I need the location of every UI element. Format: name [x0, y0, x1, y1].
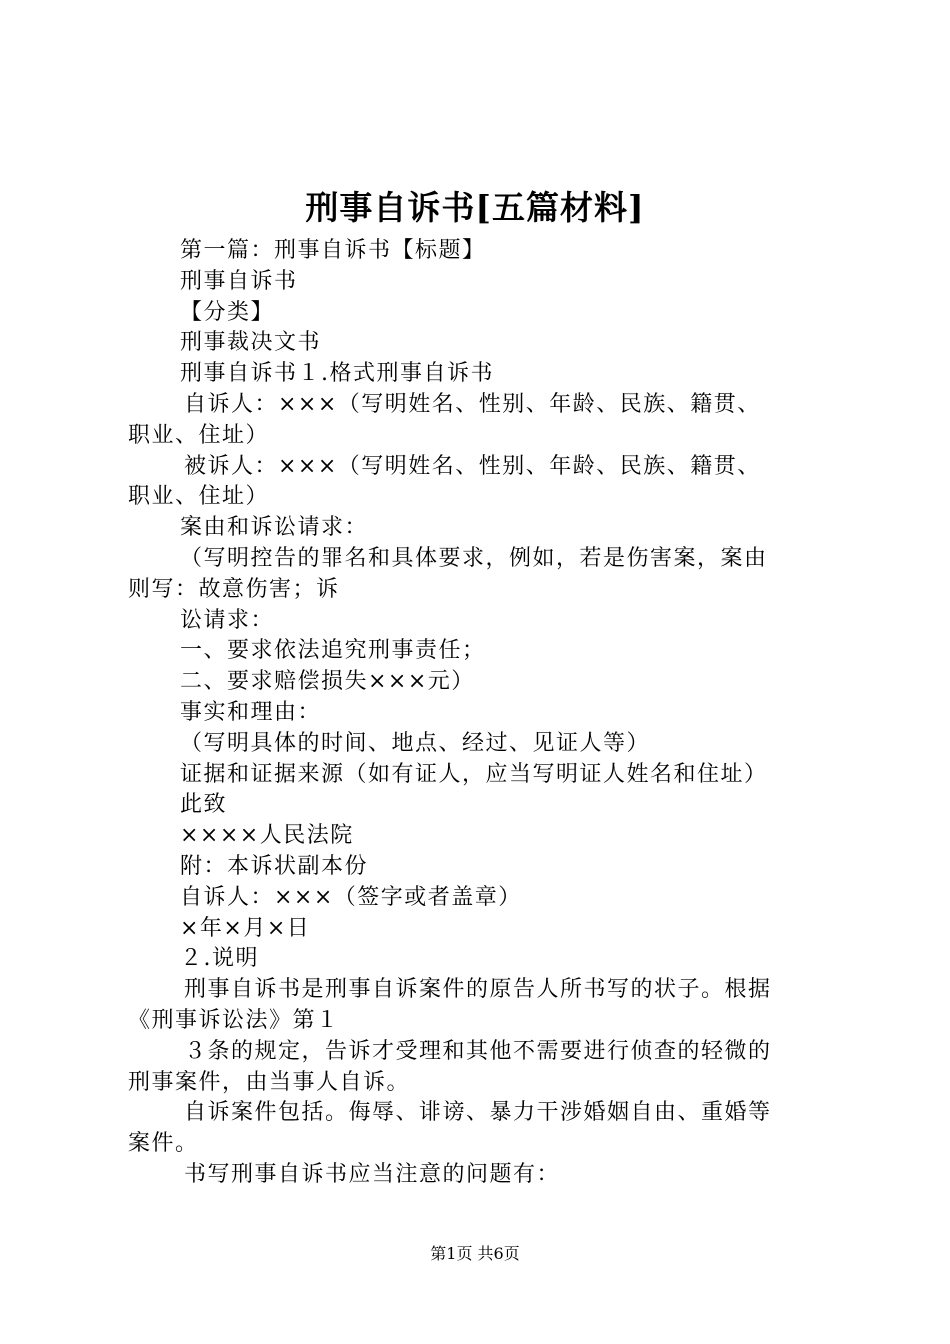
- text-line: 刑事自诉书１.格式刑事自诉书: [180, 361, 494, 387]
- text-line: 刑事自诉书是刑事自诉案件的原告人所书写的状子。根据: [184, 977, 772, 1003]
- text-line: （写明控告的罪名和具体要求，例如，若是伤害案，案由: [180, 545, 768, 571]
- text-line: ３条的规定，告诉才受理和其他不需要进行侦查的轻微的: [184, 1038, 772, 1064]
- text-line: ××××人民法院: [180, 823, 354, 849]
- document-title: 刑事自诉书[五篇材料]: [305, 188, 645, 227]
- page-number-footer: 第1页 共6页: [430, 1244, 520, 1263]
- document-body: [128, 236, 830, 1191]
- text-line: 书写刑事自诉书应当注意的问题有：: [184, 1161, 561, 1187]
- text-line: 讼请求：: [180, 607, 275, 633]
- text-line: 自诉人：×××（签字或者盖章）: [180, 884, 522, 910]
- text-line: 附：本诉状副本份: [180, 853, 369, 879]
- text-line: 事实和理由：: [180, 699, 322, 725]
- text-line: 此致: [180, 792, 228, 818]
- text-line: 被诉人：×××（写明姓名、性别、年龄、民族、籍贯、: [184, 453, 761, 479]
- text-line: ×年×月×日: [180, 915, 311, 941]
- text-line: 自诉人：×××（写明姓名、性别、年龄、民族、籍贯、: [184, 391, 761, 417]
- text-line: 第一篇：刑事自诉书【标题】: [180, 238, 486, 263]
- text-line: 《刑事诉讼法》第１: [128, 1007, 340, 1033]
- text-line: 自诉案件包括。侮辱、诽谤、暴力干涉婚姻自由、重婚等: [184, 1100, 772, 1126]
- text-line: 刑事自诉书: [180, 268, 298, 294]
- text-line: 一、要求依法追究刑事责任；: [180, 638, 486, 664]
- text-line: 二、要求赔偿损失×××元）: [180, 669, 475, 695]
- text-line: 【分类】: [180, 299, 275, 325]
- text-line: 职业、住址）: [128, 422, 270, 448]
- text-line: 刑事案件，由当事人自诉。: [128, 1069, 411, 1095]
- text-line: 证据和证据来源（如有证人，应当写明证人姓名和住址）: [180, 761, 768, 787]
- text-line: 案由和诉讼请求：: [180, 515, 369, 541]
- text-line: （写明具体的时间、地点、经过、见证人等）: [180, 730, 651, 756]
- text-line: ２.说明: [180, 946, 259, 972]
- text-line: 职业、住址）: [128, 484, 270, 510]
- text-line: 案件。: [128, 1131, 199, 1157]
- text-line: 刑事裁决文书: [180, 330, 322, 356]
- text-line: 则写：故意伤害；诉: [128, 576, 340, 602]
